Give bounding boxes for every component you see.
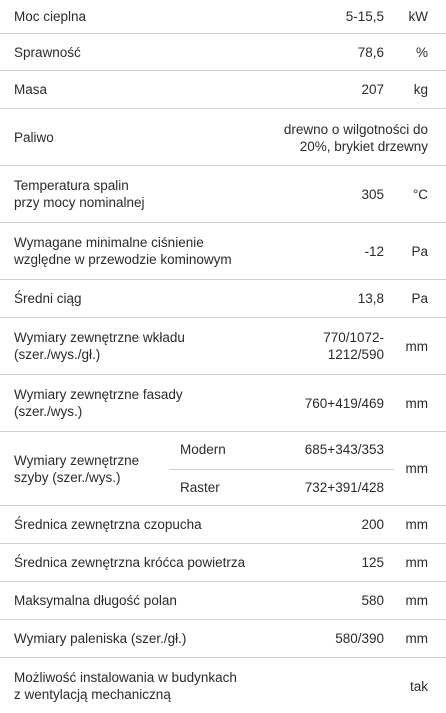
row-unit: kg [413, 82, 428, 97]
row-unit: mm [405, 593, 428, 608]
row-label: Średnica zewnętrzna czopucha [14, 517, 202, 532]
spec-row-flue-temperature [0, 166, 446, 223]
row-value-line2: 20%, brykiet drzewny [299, 139, 428, 154]
row-unit: % [415, 45, 428, 60]
row-value: 305 [361, 187, 384, 202]
row-label: Sprawność [14, 45, 81, 60]
spec-row-min-draught-pressure [0, 223, 446, 280]
spec-row-heat-output [0, 0, 446, 34]
spec-row-average-draught [0, 280, 446, 318]
row-label-line2: (szer./wys./gł.) [14, 347, 101, 362]
row-label-line1: Temperatura spalin [14, 178, 129, 193]
row-value-line1: drewno o wilgotności do [283, 122, 428, 137]
row-value: tak [409, 679, 428, 694]
row-value: 125 [361, 555, 384, 570]
sub-row-label-modern: Modern [180, 442, 226, 457]
row-unit: Pa [411, 291, 428, 306]
row-value-line2: 1212/590 [327, 347, 384, 362]
row-label-line1: Wymagane minimalne ciśnienie [14, 235, 204, 250]
row-label-line2: względne w przewodzie kominowym [14, 252, 232, 267]
spec-row-air-inlet-diameter [0, 544, 446, 582]
row-unit: mm [405, 517, 428, 532]
sub-row-value-modern: 685+343/353 [304, 442, 384, 457]
spec-row-glass-dimensions [0, 432, 446, 506]
row-unit: °C [412, 187, 428, 202]
sub-row-value-raster: 732+391/428 [304, 480, 384, 495]
row-label: Moc cieplna [14, 9, 87, 24]
row-value: 207 [361, 82, 384, 97]
spec-row-mechanical-ventilation [0, 658, 446, 713]
row-label-line2: szyby (szer./wys.) [14, 470, 121, 485]
spec-row-flue-outlet-diameter [0, 506, 446, 544]
spec-row-firebox-dimensions [0, 620, 446, 658]
row-value: 580 [361, 593, 384, 608]
row-unit: mm [405, 555, 428, 570]
row-label: Paliwo [14, 130, 54, 145]
row-unit: mm [405, 631, 428, 646]
sub-row-divider [170, 469, 394, 470]
row-unit: mm [405, 461, 428, 476]
spec-row-insert-dimensions [0, 318, 446, 375]
spec-row-facade-dimensions [0, 375, 446, 432]
row-value: 78,6 [357, 45, 384, 60]
row-unit: Pa [411, 244, 428, 259]
row-label: Masa [14, 82, 48, 97]
row-value: 200 [361, 517, 384, 532]
row-value: 580/390 [335, 631, 384, 646]
row-value: 760+419/469 [304, 396, 384, 411]
row-label-line1: Możliwość instalowania w budynkach [14, 670, 237, 685]
row-value: 5-15,5 [345, 9, 384, 24]
row-label-line1: Wymiary zewnętrzne fasady [14, 387, 183, 402]
row-value-line1: 770/1072- [323, 330, 384, 345]
row-unit: mm [405, 396, 428, 411]
row-label: Wymiary paleniska (szer./gł.) [14, 631, 187, 646]
row-label: Średnica zewnętrzna króćca powietrza [14, 555, 246, 570]
row-value: 13,8 [357, 291, 384, 306]
row-label-line1: Wymiary zewnętrzne [14, 453, 140, 468]
row-label-line2: przy mocy nominalnej [14, 195, 145, 210]
row-label: Średni ciąg [14, 291, 82, 306]
row-label-line1: Wymiary zewnętrzne wkładu [14, 330, 185, 345]
spec-row-max-log-length [0, 582, 446, 620]
row-unit: mm [405, 339, 428, 354]
sub-row-label-raster: Raster [180, 480, 220, 495]
row-unit: kW [408, 9, 428, 24]
spec-row-efficiency [0, 34, 446, 71]
row-value: -12 [364, 244, 384, 259]
spec-row-mass [0, 71, 446, 109]
row-label-line2: z wentylacją mechaniczną [14, 687, 171, 702]
row-label: Maksymalna długość polan [14, 593, 177, 608]
row-label-line2: (szer./wys.) [14, 404, 83, 419]
spec-row-fuel [0, 109, 446, 166]
